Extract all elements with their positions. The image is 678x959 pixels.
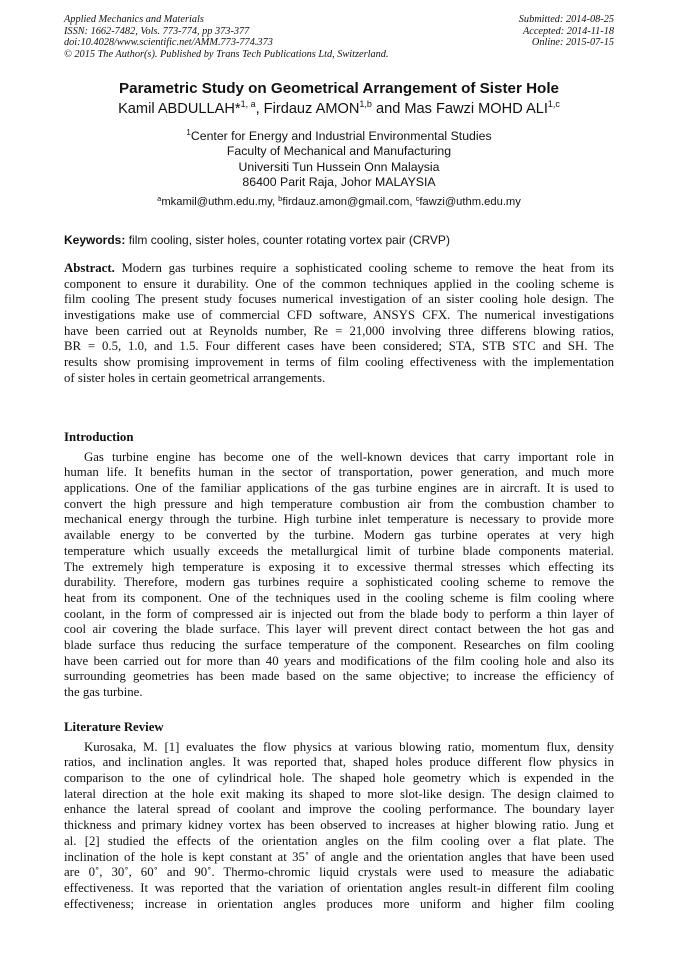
abstract-line: BR = 0.5, 1.0, and 1.5. Four different cases have been considered; STA, STB STC and SH. The (64, 339, 614, 354)
author-name: and Mas Fawzi MOHD ALI (371, 101, 548, 117)
abstract-line: have been carried out at Reynolds number, Re = 21,000 involving three differens blowing ratios, (64, 323, 614, 338)
paragraph-line: convert the high pressure and high temperature combustion air from the combustion chamber to (64, 496, 614, 511)
email-mark: c (415, 194, 420, 203)
abstract-section (64, 261, 614, 387)
literature-review-section (64, 720, 614, 912)
journal-header-right (519, 14, 614, 49)
email-mark: a (157, 194, 162, 203)
section-heading: Introduction (64, 430, 134, 444)
abstract-line: results show promising improvement in terms of film cooling effectiveness with the implementation (64, 355, 614, 370)
paragraph-line: Gas turbine engine has become one of the well-known devices that carry important role in (84, 449, 614, 464)
journal-name: Applied Mechanics and Materials (64, 14, 204, 25)
abstract-line: Abstract. Modern gas turbines require a sophisticated cooling scheme to remove the heat from its (64, 261, 614, 275)
paragraph-line: durability. Therefore, modern gas turbines require a sophisticated cooling scheme to remove the (64, 575, 614, 590)
paragraph-line: are 0˚, 30˚, 60˚ and 90˚. Thermo-chromic liquid crystals were used to measure the adiabatic (64, 865, 614, 880)
email-mark: b (278, 194, 283, 203)
abstract-line: investigations make use of commercial CFD software, ANSYS CFX. The numerical investigations (64, 308, 614, 323)
paragraph-line: enhance the lateral spread of coolant and improve the cooling performance. The boundary layer (64, 802, 614, 817)
section-heading: Literature Review (64, 720, 164, 734)
author-affil-mark: 1,c (547, 99, 560, 109)
author-emails (0, 196, 678, 208)
paragraph-line: blade surface thus reducing the surface temperature of the component. Researches on film cooling (64, 637, 614, 652)
paragraph-line: cool air covering the blade surface. This layer will prevent direct contact between the hot gas and (64, 622, 614, 637)
abstract-label: Abstract. (64, 261, 115, 275)
paragraph-line: comparison to the one of cylindrical hole. The shaped hole geometry which is expended in the (64, 771, 614, 786)
paragraph-line: have been carried out for more than 40 years and modifications of the film cooling hole and also its (64, 653, 614, 668)
paragraph-line: Kurosaka, M. [1] evaluates the flow physics at various blowing ratio, momentum flux, density (84, 739, 614, 754)
author-name: Kamil ABDULLAH* (118, 101, 241, 117)
paragraph-line: human life. It benefits human in the sector of transportation, power generation, and much more (64, 465, 614, 480)
affiliation-mark: 1 (186, 128, 191, 137)
affiliation-line: Universiti Tun Hussein Onn Malaysia (238, 159, 440, 174)
affiliation-line: Faculty of Mechanical and Manufacturing (226, 144, 452, 159)
journal-header-left (64, 14, 388, 60)
paragraph-line: surrounding geometries has been made based on the same objective; to increase the efficiency of (64, 669, 614, 684)
paragraph-line: available energy to be converted by the turbine. Modern gas turbine operates at very high (64, 528, 614, 543)
paper-title: Parametric Study on Geometrical Arrangement of Sister Hole (119, 80, 559, 97)
author-list (0, 101, 678, 117)
abstract-line: of sister holes in certain geometrical arrangements. (64, 370, 326, 385)
paragraph-line: ratios, and inclination angles. It was reported that, shaped holes produce different flow physics in (64, 755, 614, 770)
paragraph-line: heat from its component. One of the techniques used in the cooling scheme is film cooling where (64, 590, 614, 605)
paragraph-line: effectiveness; increase in orientation angles produces more uniform and higher film cooling (64, 896, 614, 911)
online-date: Online: 2015-07-15 (531, 37, 614, 49)
paragraph-line: temperature which usually exceeds the metallurgical limit of turbine blade components material. (64, 543, 614, 558)
affiliation-line: Center for Energy and Industrial Environmental Studies (190, 129, 492, 143)
doi-line: doi:10.4028/www.scientific.net/AMM.773-774.373 (64, 37, 273, 49)
affiliation-line: 86400 Parit Raja, Johor MALAYSIA (242, 175, 436, 190)
paragraph-line: inclination of the hole is kept constant at 35˚ of angle and the orientation angles that have been used (64, 849, 614, 864)
author-separator: , Firdauz AMON (255, 101, 360, 117)
paragraph-line: effectiveness. It was reported that the variation of orientation angles result-in different film cooling (64, 880, 614, 895)
paragraph-line: the gas turbine. (64, 685, 143, 699)
keywords-label: Keywords: (64, 233, 126, 247)
paragraph-line: thickness and primary kidney vortex has been observed to increases at higher blowing ratio. Jung et (64, 818, 614, 833)
affiliation (0, 129, 678, 191)
abstract-line: film cooling The present study focuses numerical investigation of an sister cooling hole design. The (64, 292, 614, 307)
paragraph-line: coolant, in the form of compressed air is injected out from the blade body to perform a thin layer of (64, 606, 614, 621)
paragraph-line: lateral direction at the hole exit making its shaped to more slot-like design. The design claimed to (64, 786, 614, 801)
keywords (64, 233, 450, 247)
author-affil-mark: 1, a (240, 99, 256, 109)
copyright-line: © 2015 The Author(s). Published by Trans Tech Publications Ltd, Switzerland. (64, 48, 389, 60)
accepted-date: Accepted: 2014-11-18 (522, 25, 614, 37)
email-link[interactable]: firdauz.amon@gmail.com, (282, 196, 416, 208)
introduction-section (64, 430, 614, 701)
email-link[interactable]: mkamil@uthm.edu.my, (161, 196, 279, 208)
paragraph-line: al. [2] studied the effects of the orientation angles on the film cooling over a flat plate. The (64, 833, 614, 848)
keywords-text: film cooling, sister holes, counter rotating vortex pair (CRVP) (125, 233, 450, 247)
paragraph-line: The extremely high temperature is exposing it to excessive thermal stresses which effecting its (64, 559, 614, 574)
paragraph-line: applications. One of the familiar applications of the gas turbine engines are in aircraft. It is used to (64, 481, 614, 496)
issn-line: ISSN: 1662-7482, Vols. 773-774, pp 373-377 (64, 25, 250, 37)
email-link[interactable]: fawzi@uthm.edu.my (419, 196, 521, 208)
author-affil-mark: 1,b (359, 99, 372, 109)
abstract-line: component to ensure it durability. One of the common techniques applied in the cooling scheme is (64, 276, 614, 291)
paragraph-line: mechanical energy through the turbine. High turbine inlet temperature is necessary to provide more (64, 512, 614, 527)
submitted-date: Submitted: 2014-08-25 (518, 14, 614, 25)
